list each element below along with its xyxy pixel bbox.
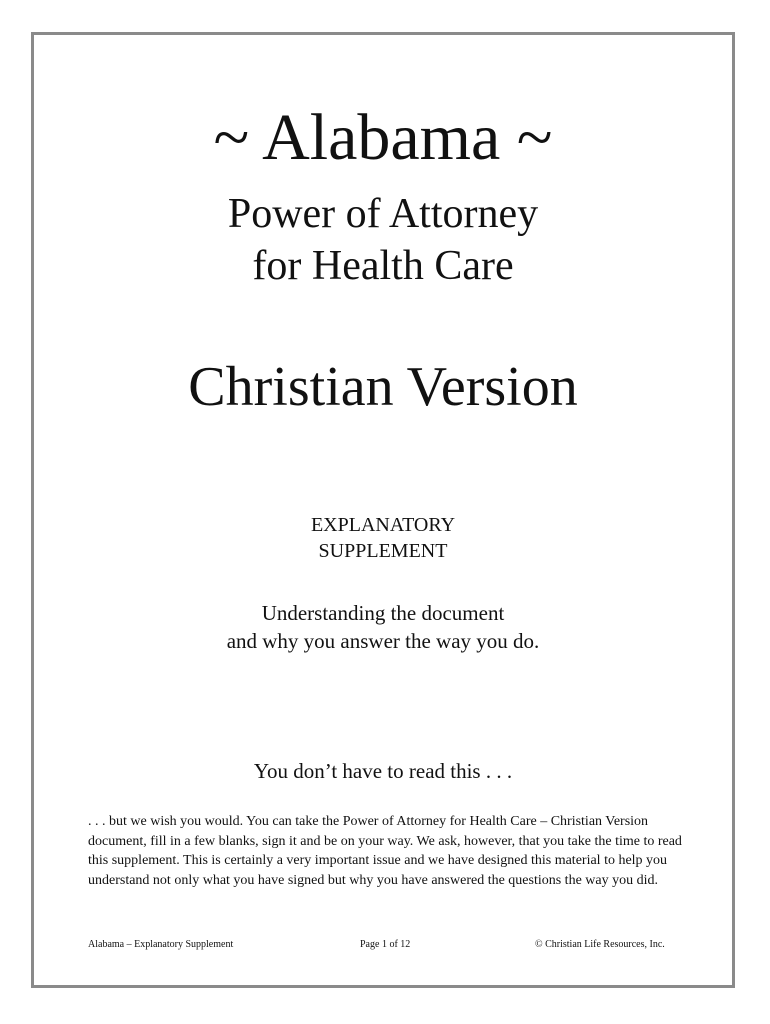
supplement-heading [31, 512, 735, 564]
subtitle-line-2: and why you answer the way you do. [226, 629, 540, 653]
subtitle [31, 599, 735, 655]
document-title-line-2: for Health Care [252, 243, 514, 289]
footer-left-text: Alabama – Explanatory Supplement [88, 939, 234, 950]
document-title [31, 188, 735, 292]
version-title: Christian Version [188, 356, 578, 418]
subtitle-line-1: Understanding the document [261, 601, 505, 625]
supplement-heading-line-2: SUPPLEMENT [318, 540, 448, 562]
intro-heading: You don’t have to read this . . . [253, 759, 513, 783]
intro-paragraph: . . . but we wish you would. You can take the Power of Attorney for Health Care – Christian Version document, fill in a few blanks, sign it and be on your way. We ask, however, that you take the time to read this supplement. This is certainly a very important issue and we have designed this material to help you understand not only what you have signed but why you have answered the questions the way you did. [88, 814, 682, 888]
supplement-heading-line-1: EXPLANATORY [310, 514, 456, 536]
footer-page-number: Page 1 of 12 [360, 939, 411, 950]
state-title: ~ Alabama ~ [213, 101, 553, 174]
footer-copyright: © Christian Life Resources, Inc. [535, 939, 665, 950]
document-title-line-1: Power of Attorney [227, 191, 539, 237]
